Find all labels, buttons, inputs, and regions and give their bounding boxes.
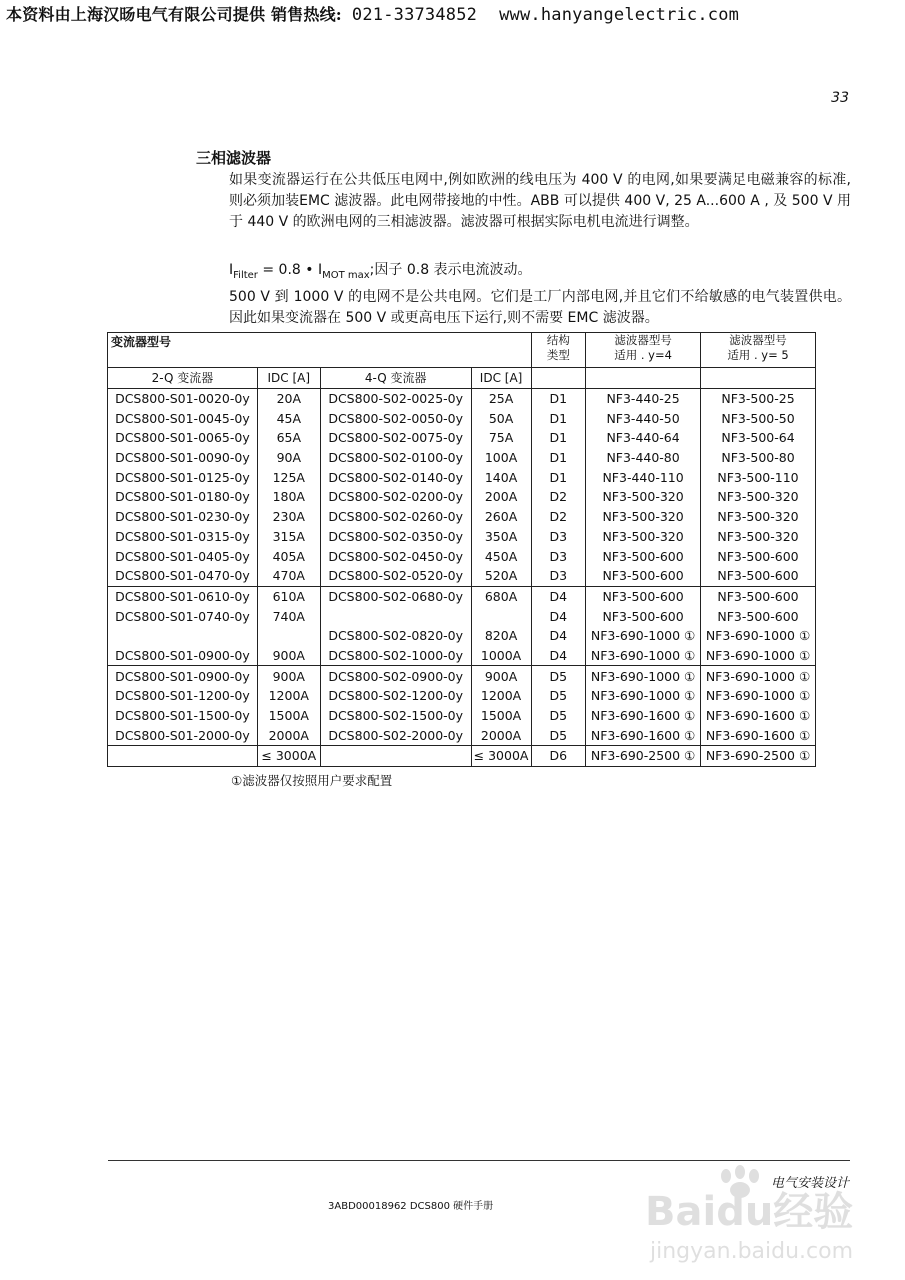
table-row [108,746,816,767]
cell-filter-y5: NF3-690-1000 ① [701,666,816,686]
table-row [108,686,816,706]
filter-y5-header [701,333,816,368]
cell-filter-y5: NF3-690-1000 ① [701,626,816,646]
cell-filter-y4: NF3-440-25 [586,388,701,408]
subheader-2q: 2-Q 变流器 [108,368,258,389]
table-row [108,566,816,586]
cell-struct-type: D1 [531,408,586,428]
table-row [108,666,816,686]
cell-idc-4q: 260A [471,507,531,527]
table-row [108,725,816,745]
section-title: 三相滤波器 [196,149,272,167]
table-row [108,626,816,646]
cell-filter-y4: NF3-500-320 [586,487,701,507]
subheader-4q: 4-Q 变流器 [320,368,471,389]
cell-model-2q: DCS800-S01-0125-0y [108,467,258,487]
cell-model-4q: DCS800-S02-0450-0y [320,546,471,566]
cell-model-2q: DCS800-S01-0470-0y [108,566,258,586]
subheader-blank-1 [531,368,586,389]
subheader-idc-2q: IDC [A] [257,368,320,389]
cell-model-2q: DCS800-S01-0045-0y [108,408,258,428]
cell-struct-type: D6 [531,746,586,767]
filter-y5-header-line2: 适用 . y= 5 [727,348,789,362]
cell-struct-type: D5 [531,666,586,686]
cell-model-2q: DCS800-S01-0065-0y [108,428,258,448]
cell-idc-2q: 45A [257,408,320,428]
cell-model-4q: DCS800-S02-0900-0y [320,666,471,686]
banner-url[interactable]: www.hanyangelectric.com [499,5,740,25]
watermark-logo: Baidu经验 [645,1189,854,1235]
cell-idc-2q: 405A [257,546,320,566]
table-row [108,467,816,487]
cell-filter-y5: NF3-500-80 [701,448,816,468]
cell-idc-2q: 65A [257,428,320,448]
table-header-row [108,333,816,368]
cell-idc-4q [471,606,531,626]
cell-struct-type: D5 [531,706,586,726]
cell-idc-2q: 20A [257,388,320,408]
cell-filter-y5: NF3-500-50 [701,408,816,428]
cell-idc-2q: 125A [257,467,320,487]
filter-y4-header-line1: 滤波器型号 [614,333,672,347]
cell-model-2q: DCS800-S01-2000-0y [108,725,258,745]
cell-model-2q: DCS800-S01-0315-0y [108,527,258,547]
cell-filter-y4: NF3-690-2500 ① [586,746,701,767]
struct-header-line2: 类型 [546,348,570,362]
cell-model-2q: DCS800-S01-0610-0y [108,586,258,606]
cell-struct-type: D2 [531,507,586,527]
cell-filter-y4: NF3-500-600 [586,586,701,606]
cell-filter-y5: NF3-500-600 [701,606,816,626]
cell-filter-y4: NF3-690-1000 ① [586,626,701,646]
cell-model-2q [108,626,258,646]
subheader-blank-2 [586,368,701,389]
cell-filter-y4: NF3-500-320 [586,527,701,547]
filter-y4-header [586,333,701,368]
cell-filter-y5: NF3-500-320 [701,527,816,547]
cell-filter-y4: NF3-440-50 [586,408,701,428]
cell-idc-4q: 140A [471,467,531,487]
cell-struct-type: D3 [531,527,586,547]
cell-idc-4q: 900A [471,666,531,686]
cell-filter-y4: NF3-500-320 [586,507,701,527]
cell-idc-2q: 1500A [257,706,320,726]
table-row [108,428,816,448]
table-row [108,487,816,507]
filter-y5-header-line1: 滤波器型号 [729,333,787,347]
cell-model-2q: DCS800-S01-1500-0y [108,706,258,726]
cell-filter-y5: NF3-690-1000 ① [701,646,816,666]
cell-struct-type: D5 [531,686,586,706]
cell-idc-4q: 1000A [471,646,531,666]
cell-struct-type: D1 [531,428,586,448]
struct-header-line1: 结构 [546,333,570,347]
cell-filter-y4: NF3-690-1000 ① [586,686,701,706]
baidu-watermark [630,1160,890,1270]
cell-filter-y4: NF3-690-1000 ① [586,666,701,686]
cell-struct-type: D4 [531,626,586,646]
cell-model-2q: DCS800-S01-0900-0y [108,646,258,666]
formula-mid: = 0.8 • I [257,262,323,278]
cell-filter-y4: NF3-440-64 [586,428,701,448]
filter-table [107,332,816,767]
filter-formula [229,260,851,286]
formula-tail: ;因子 0.8 表示电流波动。 [369,262,532,278]
cell-idc-2q: 2000A [257,725,320,745]
table-row [108,507,816,527]
table-row [108,546,816,566]
cell-struct-type: D3 [531,566,586,586]
cell-idc-4q: 680A [471,586,531,606]
cell-idc-4q: 520A [471,566,531,586]
cell-struct-type: D3 [531,546,586,566]
cell-idc-4q: 1200A [471,686,531,706]
cell-filter-y5: NF3-500-110 [701,467,816,487]
cell-struct-type: D4 [531,646,586,666]
cell-idc-2q: 900A [257,646,320,666]
cell-model-2q: DCS800-S01-0090-0y [108,448,258,468]
banner-phone: 021-33734852 [351,5,478,25]
cell-idc-4q: 75A [471,428,531,448]
cell-idc-4q: 820A [471,626,531,646]
cell-filter-y4: NF3-500-600 [586,606,701,626]
cell-filter-y5: NF3-690-2500 ① [701,746,816,767]
cell-model-4q: DCS800-S02-0260-0y [320,507,471,527]
cell-struct-type: D4 [531,606,586,626]
cell-model-4q: DCS800-S02-2000-0y [320,725,471,745]
cell-model-4q: DCS800-S02-1200-0y [320,686,471,706]
cell-struct-type: D2 [531,487,586,507]
cell-idc-4q: 50A [471,408,531,428]
cell-filter-y5: NF3-690-1600 ① [701,706,816,726]
table-row [108,646,816,666]
cell-idc-4q: 100A [471,448,531,468]
cell-idc-2q: 900A [257,666,320,686]
cell-model-4q: DCS800-S02-1500-0y [320,706,471,726]
cell-filter-y4: NF3-440-110 [586,467,701,487]
footnote: ①滤波器仅按照用户要求配置 [231,773,393,788]
cell-filter-y5: NF3-500-600 [701,546,816,566]
cell-model-2q: DCS800-S01-1200-0y [108,686,258,706]
cell-filter-y4: NF3-690-1000 ① [586,646,701,666]
cell-model-2q: DCS800-S01-0180-0y [108,487,258,507]
cell-model-4q: DCS800-S02-0100-0y [320,448,471,468]
cell-model-4q [320,746,471,767]
grid-paragraph: 500 V 到 1000 V 的电网不是公共电网。它们是工厂内部电网,并且它们不给敏感的电气装置供电。因此如果变流器在 500 V 或更高电压下运行,则不需要 EMC 滤波器。 [229,289,851,326]
cell-model-2q [108,746,258,767]
cell-model-4q: DCS800-S02-0200-0y [320,487,471,507]
cell-idc-4q: ≤ 3000A [471,746,531,767]
cell-filter-y4: NF3-500-600 [586,566,701,586]
cell-idc-4q: 25A [471,388,531,408]
cell-filter-y4: NF3-690-1600 ① [586,706,701,726]
cell-idc-4q: 350A [471,527,531,547]
page-number: 33 [831,90,849,106]
cell-struct-type: D1 [531,467,586,487]
cell-model-2q: DCS800-S01-0900-0y [108,666,258,686]
table-row [108,388,816,408]
cell-filter-y5: NF3-500-600 [701,586,816,606]
footer-doc-id: 3ABD00018962 DCS800 硬件手册 [328,1201,494,1212]
table-title: 变流器型号 [108,333,532,368]
cell-filter-y5: NF3-690-1000 ① [701,686,816,706]
cell-filter-y5: NF3-500-64 [701,428,816,448]
cell-idc-2q: 610A [257,586,320,606]
cell-model-4q: DCS800-S02-0075-0y [320,428,471,448]
subheader-idc-4q: IDC [A] [471,368,531,389]
cell-idc-4q: 2000A [471,725,531,745]
table-row [108,706,816,726]
cell-idc-2q: 315A [257,527,320,547]
cell-filter-y5: NF3-500-320 [701,507,816,527]
cell-filter-y4: NF3-440-80 [586,448,701,468]
watermark-url: jingyan.baidu.com [650,1239,854,1264]
cell-idc-2q: 230A [257,507,320,527]
intro-paragraph: 如果变流器运行在公共低压电网中,例如欧洲的线电压为 400 V 的电网,如果要满足电磁兼容的标准,则必须加装EMC 滤波器。此电网带接地的中性。ABB 可以提供 400 V, 25 A...600 A , 及 500 V 用于 440 V 的欧洲电网的三相滤波器。滤波器可根据实际电机电流进行调整。 [229,172,851,230]
cell-idc-2q: 180A [257,487,320,507]
cell-filter-y5: NF3-500-25 [701,388,816,408]
cell-idc-2q: 740A [257,606,320,626]
cell-filter-y5: NF3-500-320 [701,487,816,507]
cell-model-4q: DCS800-S02-0680-0y [320,586,471,606]
table-row [108,448,816,468]
table-subheader-row [108,368,816,389]
table-row [108,586,816,606]
cell-filter-y4: NF3-500-600 [586,546,701,566]
cell-model-2q: DCS800-S01-0740-0y [108,606,258,626]
cell-idc-2q: 1200A [257,686,320,706]
filter-y4-header-line2: 适用 . y=4 [614,348,672,362]
struct-type-header [531,333,586,368]
cell-filter-y5: NF3-500-600 [701,566,816,586]
header-banner [0,2,905,26]
cell-model-2q: DCS800-S01-0020-0y [108,388,258,408]
cell-model-4q: DCS800-S02-0140-0y [320,467,471,487]
cell-idc-2q: ≤ 3000A [257,746,320,767]
cell-filter-y5: NF3-690-1600 ① [701,725,816,745]
cell-filter-y4: NF3-690-1600 ① [586,725,701,745]
cell-idc-2q [257,626,320,646]
table-row [108,527,816,547]
banner-text: 本资料由上海汉旸电气有限公司提供 销售热线: [6,5,342,24]
cell-idc-2q: 90A [257,448,320,468]
table-row [108,408,816,428]
cell-idc-4q: 1500A [471,706,531,726]
formula-sub-mot: MOT max [322,269,370,281]
cell-idc-2q: 470A [257,566,320,586]
cell-struct-type: D4 [531,586,586,606]
cell-struct-type: D1 [531,388,586,408]
cell-model-2q: DCS800-S01-0405-0y [108,546,258,566]
cell-model-4q: DCS800-S02-0025-0y [320,388,471,408]
cell-idc-4q: 450A [471,546,531,566]
subheader-blank-3 [701,368,816,389]
cell-model-4q: DCS800-S02-0820-0y [320,626,471,646]
cell-idc-4q: 200A [471,487,531,507]
cell-model-4q: DCS800-S02-0520-0y [320,566,471,586]
formula-i1: I [229,262,234,278]
formula-sub-filter: Filter [233,269,258,281]
footer-section-name: 电气安装设计 [770,1176,849,1191]
cell-model-4q [320,606,471,626]
cell-struct-type: D1 [531,448,586,468]
cell-struct-type: D5 [531,725,586,745]
cell-model-4q: DCS800-S02-1000-0y [320,646,471,666]
cell-model-4q: DCS800-S02-0350-0y [320,527,471,547]
cell-model-2q: DCS800-S01-0230-0y [108,507,258,527]
table-row [108,606,816,626]
cell-model-4q: DCS800-S02-0050-0y [320,408,471,428]
